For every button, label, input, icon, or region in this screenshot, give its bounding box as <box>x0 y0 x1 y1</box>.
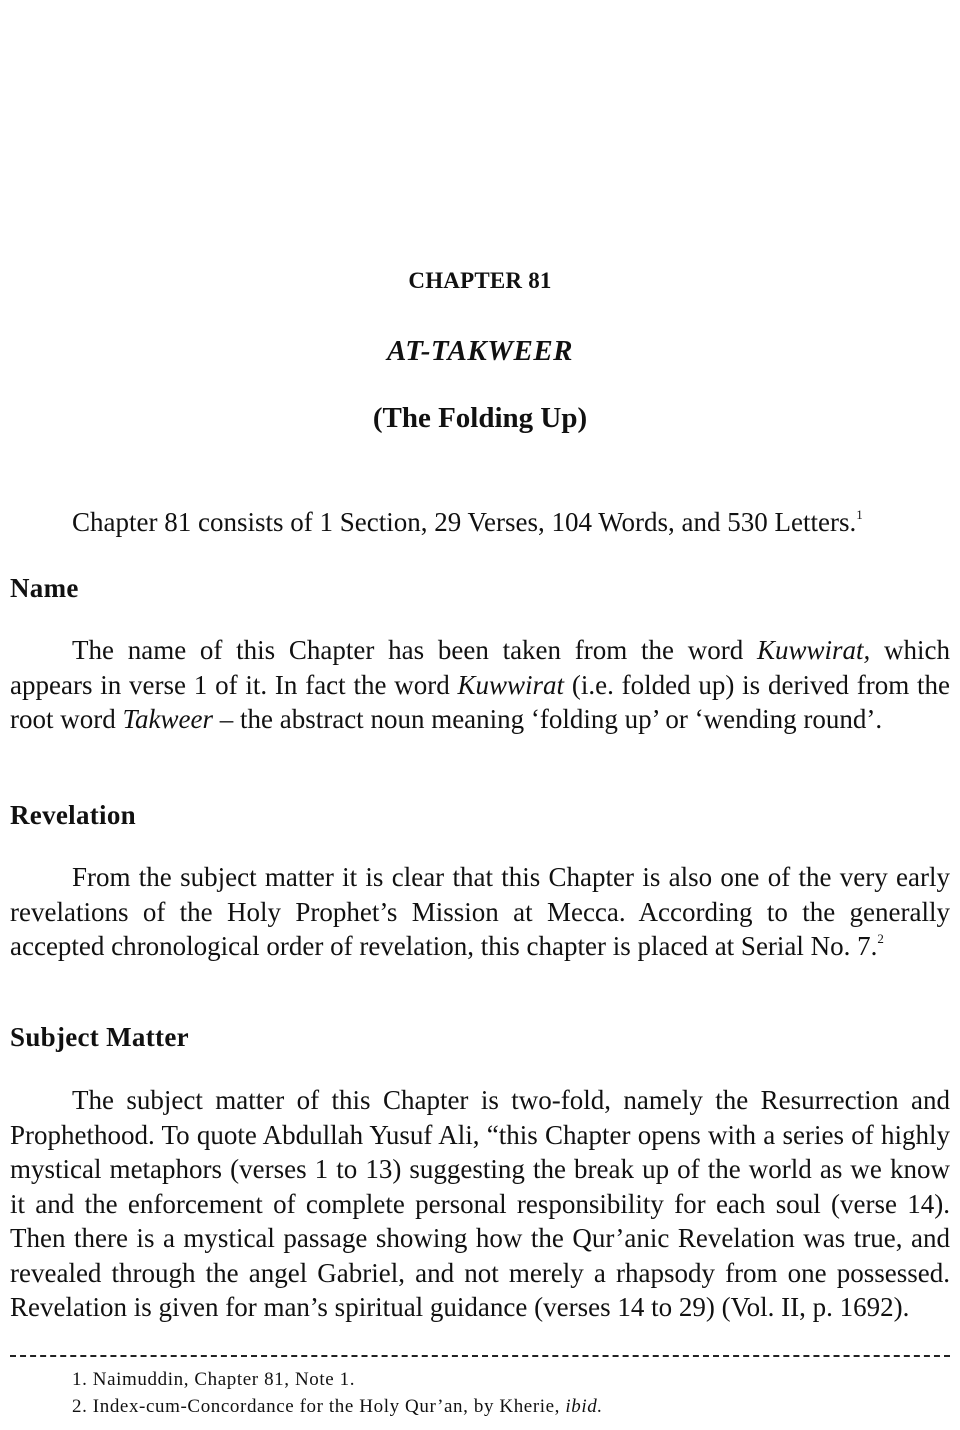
chapter-title: AT-TAKWEER <box>386 335 574 367</box>
revelation-paragraph <box>10 860 950 964</box>
name-term-3: Takweer <box>122 704 213 734</box>
intro-paragraph <box>10 505 950 540</box>
name-term-1: Kuwwirat, <box>756 635 871 665</box>
footnote-2 <box>72 1393 932 1420</box>
name-text-2: which appears in verse 1 of it. In fact the word <box>10 635 950 700</box>
document-page <box>10 0 950 1430</box>
footnotes <box>72 1366 932 1420</box>
name-text-4: – the abstract noun meaning ‘folding up’ or ‘wending round’. <box>213 704 883 734</box>
revelation-text: From the subject matter it is clear that this Chapter is also one of the very early revelations of the Holy Prophet’s Mission at Mecca. According to the generally accepted chronological order of revelation, this chapter is placed at Serial No. 7. <box>10 862 950 961</box>
footnote-ref-1: 1 <box>856 507 863 522</box>
section-heading-revelation: Revelation <box>10 800 136 830</box>
name-text-1: The name of this Chapter has been taken from the word <box>72 635 757 665</box>
intro-text: Chapter 81 consists of 1 Section, 29 Verses, 104 Words, and 530 Letters. <box>72 507 857 537</box>
footnote-1: 1. Naimuddin, Chapter 81, Note 1. <box>72 1369 356 1390</box>
section-heading-subject-matter: Subject Matter <box>10 1022 189 1052</box>
name-text-3: (i.e. folded up) is derived from the root word <box>10 669 950 734</box>
footnote-2-ibid: ibid. <box>565 1396 603 1417</box>
footnote-2-text: 2. Index-cum-Concordance for the Holy Qur’an, by Kherie, <box>72 1396 566 1417</box>
subject-matter-paragraph: The subject matter of this Chapter is two-fold, namely the Resurrection and Prophethood. To quote Abdullah Yusuf Ali, “this Chapter opens with a series of highly mystical metaphors (verses 1 to 13) suggesting the break up of the world as we know it and the enforcement of complete personal responsibility for each soul (verse 14). Then there is a mystical passage showing how the Qur’anic Revelation was true, and revealed through the angel Gabriel, and not merely a rhapsody from one possessed. Revelation is given for man’s spiritual guidance (verses 14 to 29) (Vol. II, p. 1692). <box>10 1085 950 1322</box>
name-term-2: Kuwwirat <box>457 669 565 700</box>
section-heading-name: Name <box>10 573 79 603</box>
name-paragraph <box>10 633 950 737</box>
chapter-subtitle: (The Folding Up) <box>372 402 588 434</box>
chapter-number: CHAPTER 81 <box>408 268 552 293</box>
footnote-separator-rule <box>10 1355 950 1357</box>
footnote-ref-2: 2 <box>877 931 884 946</box>
